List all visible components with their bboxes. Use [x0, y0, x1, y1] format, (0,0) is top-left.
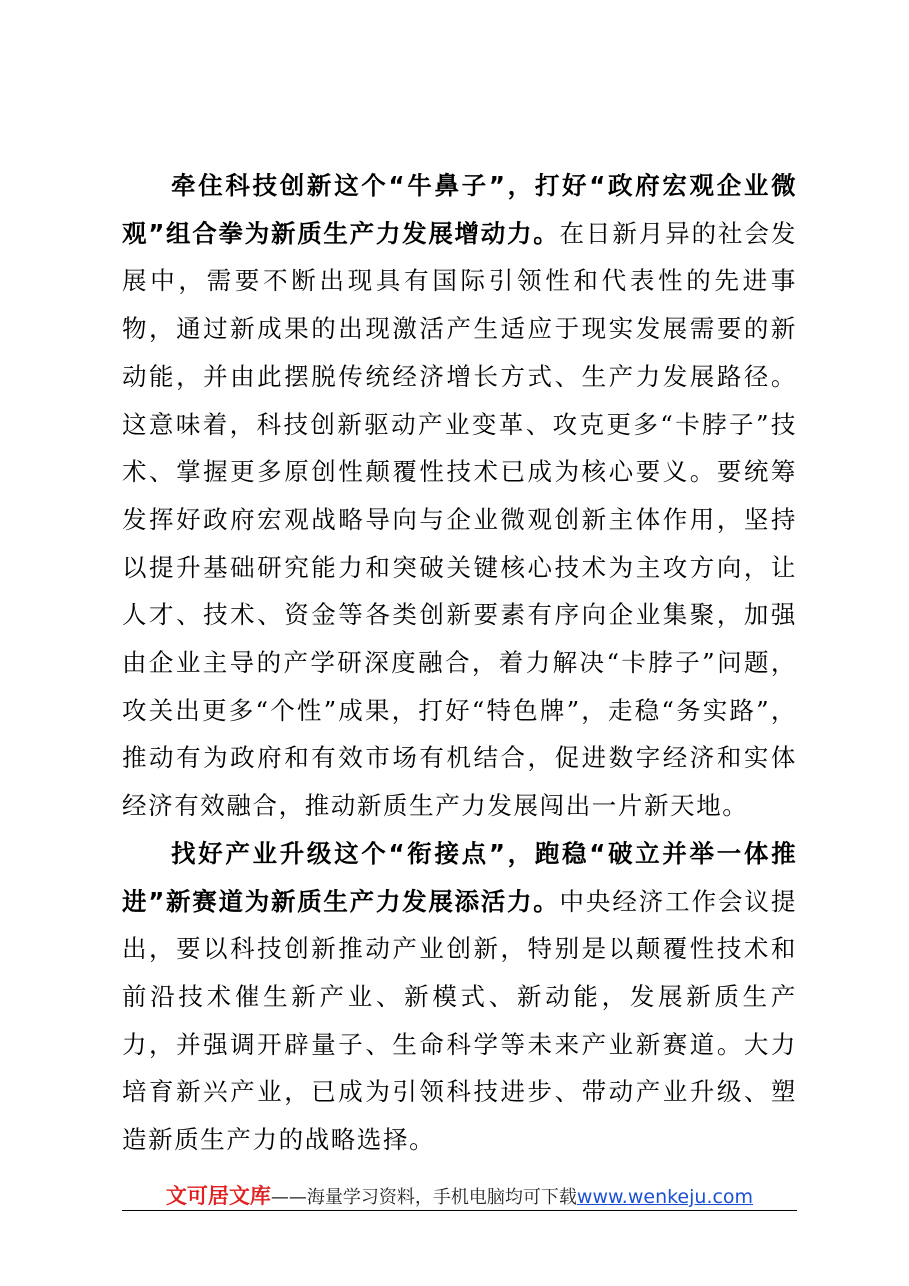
paragraph-2-body: 中央经济工作会议提出，要以科技创新推动产业创新，特别是以颠覆性技术和前沿技术催生新产业、新模式、新动能，发展新质生产力，并强调开辟量子、生命科学等未来产业新赛道。大力培育新兴产业，已成为引领科技进步、带动产业升级、塑造新质生产力的战略选择。 [122, 886, 797, 1155]
footer-slogan: ——海量学习资料，手机电脑均可下载 [270, 1187, 577, 1208]
paragraph-2-lead: 找好产业升级这个“衔接点”，跑稳“破立并举一体推进”新赛道为新质生产力发展添活力。 [122, 838, 797, 916]
paragraph-1-lead: 牵住科技创新这个“牛鼻子”，打好“政府宏观企业微观”组合拳为新质生产力发展增动力。 [122, 171, 797, 248]
footer-brand: 文可居文库 [165, 1184, 271, 1208]
page-footer [122, 1180, 797, 1211]
paragraph-1-body: 在日新月异的社会发展中，需要不断出现具有国际引领性和代表性的先进事物，通过新成果的出现激活产生适应于现实发展需要的新动能，并由此摆脱传统经济增长方式、生产力发展路径。这意味着，科技创新驱动产业变革、攻克更多“卡脖子”技术、掌握更多原创性颠覆性技术已成为核心要义。要统筹发挥好政府宏观战略导向与企业微观创新主体作用，坚持以提升基础研究能力和突破关键核心技术为主攻方向，让人才、技术、资金等各类创新要素有序向企业集聚，加强由企业主导的产学研深度融合，着力解决“卡脖子”问题，攻关出更多“个性”成果，打好“特色牌”，走稳“务实路”，推动有为政府和有效市场有机结合，促进数字经济和实体经济有效融合，推动新质生产力发展闯出一片新天地。 [122, 218, 797, 821]
document-body [122, 162, 797, 1164]
footer-link[interactable]: www.wenkeju.com [576, 1186, 754, 1208]
paragraph-2 [122, 830, 797, 1164]
paragraph-1 [122, 162, 797, 830]
